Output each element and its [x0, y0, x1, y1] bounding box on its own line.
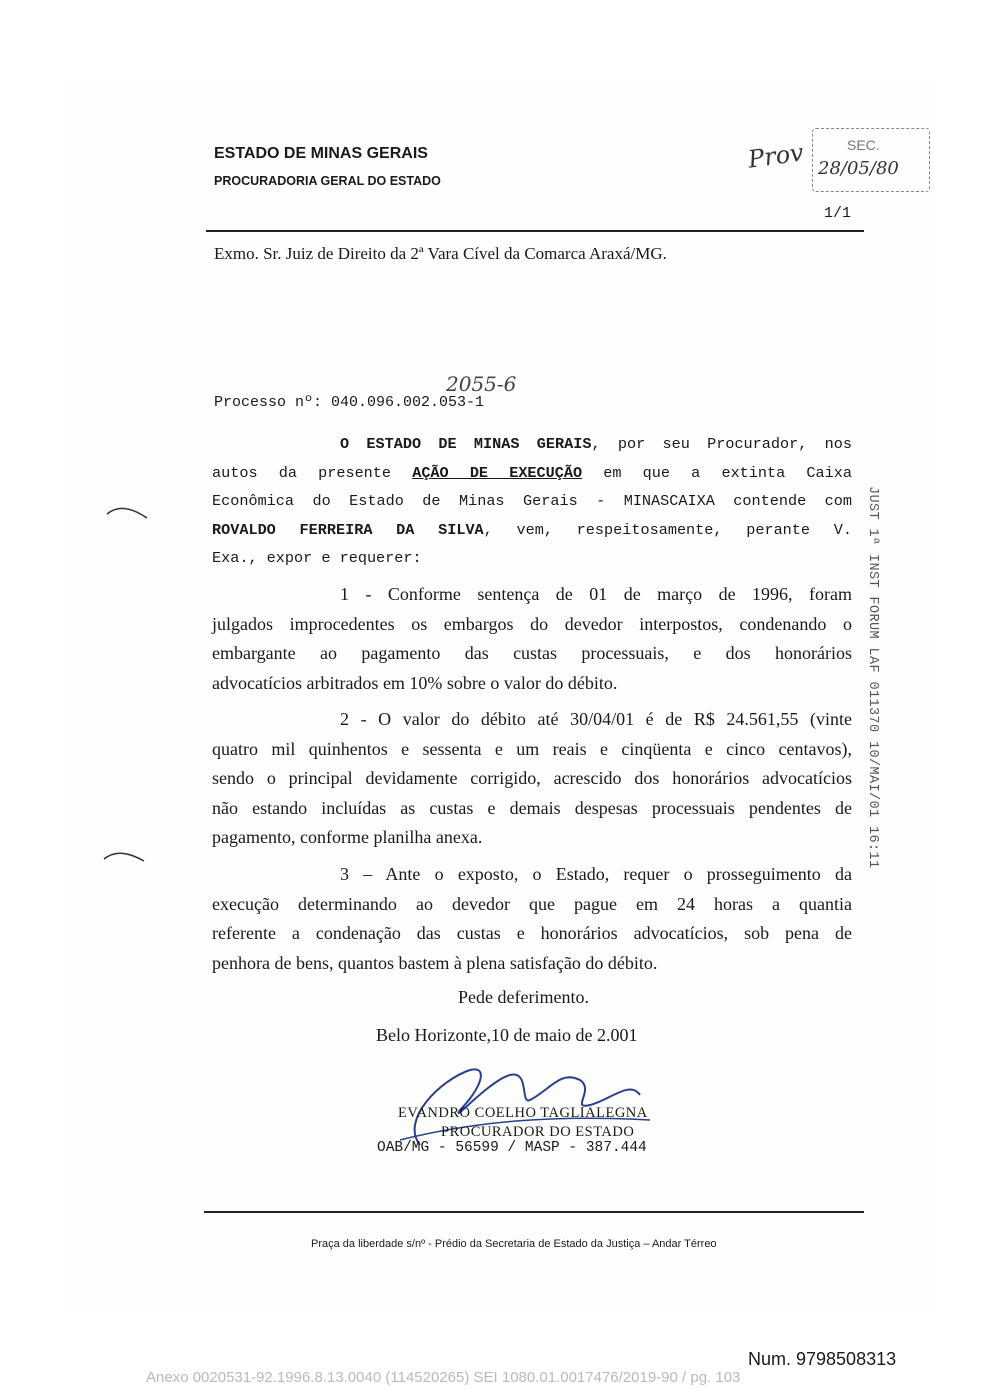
signatory-role: PROCURADOR DO ESTADO	[441, 1124, 635, 1140]
process-number: Processo nº: 040.096.002.053-1	[214, 394, 485, 411]
intro-debtor: ROVALDO FERREIRA DA SILVA	[212, 520, 484, 539]
header-title: ESTADO DE MINAS GERAIS	[214, 145, 428, 162]
document-number: Num. 9798508313	[748, 1349, 897, 1369]
intro-line-2: autos da presente AÇÃO DE EXECUÇÃO em que a extinta Caixa	[212, 463, 852, 482]
footer-address: Praça da liberdade s/nº - Prédio da Secretaria de Estado da Justiça – Andar Térreo	[311, 1238, 717, 1250]
closing-request: Pede deferimento.	[458, 987, 589, 1007]
paragraph-intro	[212, 430, 852, 573]
paragraph-2: 2 - O valor do débito até 30/04/01 é de R$ 24.561,55 (vinte quatro mil quinhentos e sessenta e um reais e cinqüenta e cinco centavos), sendo o principal devidamente corrigido, acrescido dos honorários advocatícios não estando incluídas as custas e demais despesas processuais pendentes de pagamento, conforme planilha anexa.	[212, 709, 852, 847]
page-count: 1/1	[824, 205, 852, 222]
signatory-name: EVANDRO COELHO TAGLIALEGNA	[398, 1105, 648, 1121]
paragraph-1: 1 - Conforme sentença de 01 de março de 1996, foram julgados improcedentes os embargos do devedor interpostos, condenando o embargante ao pagamento das custas processuais, e dos honorários advocatícios arbitrados em 10% sobre o valor do débito.	[212, 584, 852, 693]
closing-place-date: Belo Horizonte,10 de maio de 2.001	[376, 1025, 638, 1045]
handwritten-date: 28/05/80	[818, 158, 899, 179]
seal-text: SEC.	[847, 137, 880, 153]
margin-punch-mark-2	[102, 845, 147, 870]
handwritten-prov: Prov	[746, 138, 806, 174]
intro-action-type: AÇÃO DE EXECUÇÃO	[412, 463, 583, 482]
intro-line-5: Exa., expor e requerer:	[212, 549, 422, 568]
court-protocol-stamp-text: JUST 1ª INST FORUM LAF 011370 10/MAI/01 16:11	[865, 486, 880, 869]
intro-party-state: O ESTADO DE MINAS GERAIS	[340, 435, 592, 453]
sei-watermark: Anexo 0020531-92.1996.8.13.0040 (114520265) SEI 1080.01.0017476/2019-90 / pg. 103	[146, 1369, 741, 1386]
paragraph-3: 3 – Ante o exposto, o Estado, requer o prosseguimento da execução determinando ao devedor que pague em 24 horas a quantia referente a condenação das custas e honorários advocatícios, sob pena de penhora de bens, quantos bastem à plena satisfação do débito.	[212, 864, 852, 973]
handwritten-process-number: 2055-6	[446, 372, 517, 396]
header-subtitle: PROCURADORIA GERAL DO ESTADO	[214, 174, 441, 188]
footer-rule	[204, 1211, 864, 1213]
intro-line-3: Econômica do Estado de Minas Gerais - MINASCAIXA contende com	[212, 492, 852, 511]
signatory-registration: OAB/MG - 56599 / MASP - 387.444	[377, 1140, 647, 1156]
margin-punch-mark-1	[105, 500, 150, 525]
header-rule	[206, 230, 864, 232]
intro-line-1: O ESTADO DE MINAS GERAIS, por seu Procurador, nos	[340, 435, 852, 453]
court-protocol-stamp	[862, 486, 882, 869]
intro-line-4: ROVALDO FERREIRA DA SILVA, vem, respeitosamente, perante V.	[212, 520, 852, 539]
addressee: Exmo. Sr. Juiz de Direito da 2ª Vara Cível da Comarca Araxá/MG.	[214, 244, 667, 263]
